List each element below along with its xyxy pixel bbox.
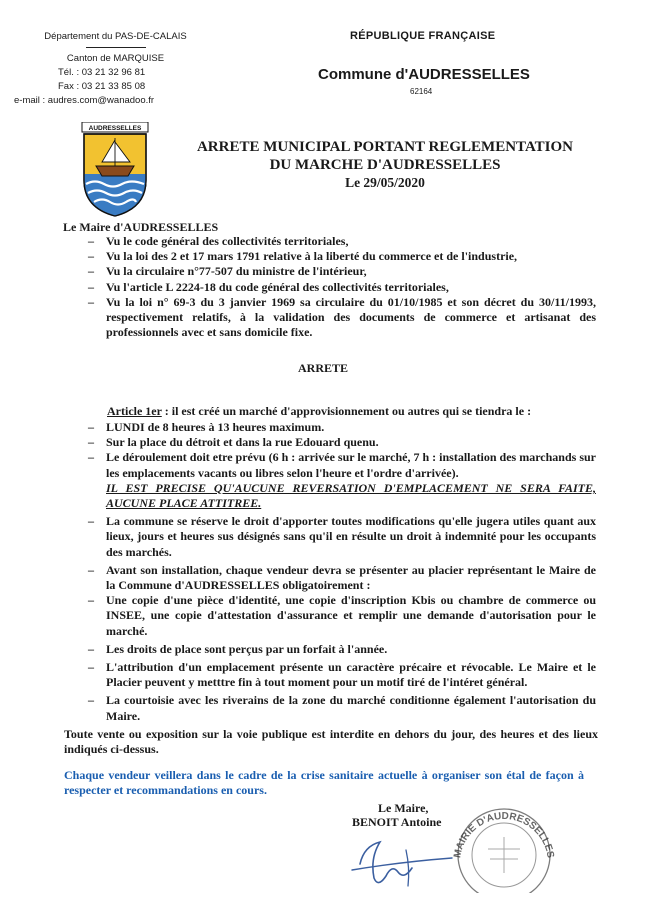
- phone-number: Tél. : 03 21 32 96 81: [58, 67, 146, 78]
- postcode: 62164: [410, 87, 433, 96]
- crest-banner-text: AUDRESSELLES: [88, 125, 142, 132]
- article-1-intro: [107, 404, 531, 419]
- vu-item: – Vu le code général des collectivités territoriales,: [88, 234, 596, 249]
- maire-heading: Le Maire d'AUDRESSELLES: [63, 220, 219, 234]
- document-title: [150, 138, 620, 192]
- article-item: – L'attribution d'un emplacement présente un caractère précaire et révocable. Le Maire et le Placier peuvent y metttre fin à tout moment pour un motif tiré de l'intéret général.: [88, 660, 596, 690]
- signature-title: Le Maire,: [378, 801, 429, 815]
- email-address: e-mail : audres.com@wanadoo.fr: [14, 95, 155, 106]
- public-sale-restriction: Toute vente ou exposition sur la voie publique est interdite en dehors du jour, des heures et des lieux indiqués ci-dessus.: [64, 727, 598, 757]
- article-item: [88, 450, 596, 511]
- covid-note: Chaque vendeur veillera dans le cadre de la crise sanitaire actuelle à organiser son étal de façon à respecter et recommandations en cours.: [64, 768, 584, 798]
- article-item: – Les droits de place sont perçus par un forfait à l'année.: [88, 642, 596, 657]
- article-1-list: [88, 420, 596, 724]
- vu-item: – Vu la circulaire n°77-507 du ministre de l'intérieur,: [88, 264, 596, 279]
- title-line-1: ARRETE MUNICIPAL PORTANT REGLEMENTATION: [196, 139, 574, 155]
- canton-label: Canton de MARQUISE: [66, 53, 165, 64]
- article-item: – Sur la place du détroit et dans la rue Edouard quenu.: [88, 435, 596, 450]
- fax-number: Fax : 03 21 33 85 08: [58, 81, 146, 92]
- header-divider: [86, 47, 146, 48]
- handwritten-signature-icon: [340, 828, 470, 896]
- article-1-label: Article 1er: [107, 404, 162, 418]
- article-1-intro-text: : il est créé un marché d'approvisionnement ou autres qui se tiendra le :: [161, 404, 532, 418]
- departement-label: Département du PAS-DE-CALAIS: [44, 31, 187, 42]
- municipal-contact-block: [14, 30, 203, 108]
- article-item: – LUNDI de 8 heures à 13 heures maximum.: [88, 420, 596, 435]
- signature-name: BENOIT Antoine: [352, 815, 442, 829]
- article-item: – La courtoisie avec les riverains de la zone du marché conditionne également l'autorisation du Maire.: [88, 693, 596, 723]
- vu-item: – Vu la loi n° 69-3 du 3 janvier 1969 sa circulaire du 01/10/1985 et son décret du 30/11/1993, respectivement relatifs, à la validation des documents de commerce et artisanat des professionnels avec et sans domicile fixe.: [88, 295, 596, 341]
- article-item: – Une copie d'une pièce d'identité, une copie d'inscription Kbis ou chambre de commerce ou INSEE, une copie d'attestation d'assurance et remplir une demande d'autorisation pour le marché.: [88, 593, 596, 639]
- vu-item: – Vu la loi des 2 et 17 mars 1791 relative à la liberté du commerce et de l'industrie,: [88, 249, 596, 264]
- commune-name: Commune d'AUDRESSELLES: [318, 66, 530, 83]
- article-item: – Avant son installation, chaque vendeur devra se présenter au placier représentant le Maire de la Commune d'AUDRESSELLES obligatoirement :: [88, 563, 596, 593]
- legal-references-list: [88, 234, 596, 340]
- title-line-2: DU MARCHE D'AUDRESSELLES: [269, 157, 501, 173]
- arrete-heading: ARRETE: [297, 361, 348, 375]
- republique-label: RÉPUBLIQUE FRANÇAISE: [350, 30, 496, 42]
- stamp-text: MAIRIE D'AUDRESSELLES: [452, 810, 556, 859]
- title-date: Le 29/05/2020: [345, 175, 425, 190]
- article-item: – La commune se réserve le droit d'apporter toutes modifications qu'elle jugera utiles quant aux lieux, jours et heures sus désignés sans qu'il en résulte un droit à indemnité pour les occupants des marchés.: [88, 514, 596, 560]
- coat-of-arms-icon: [80, 122, 150, 217]
- reversation-warning: IL EST PRECISE QU'AUCUNE REVERSATION D'EMPLACEMENT NE SERA FAITE, AUCUNE PLACE ATTITREE.: [106, 480, 596, 511]
- vu-item: – Vu l'article L 2224-18 du code général des collectivités territoriales,: [88, 280, 596, 295]
- article-item-text: Le déroulement doit etre prévu (6 h : arrivée sur le marché, 7 h : installation des marchands sur les emplacements vacants ou libres selon l'heure et l'ordre d'arrivée).: [106, 450, 596, 480]
